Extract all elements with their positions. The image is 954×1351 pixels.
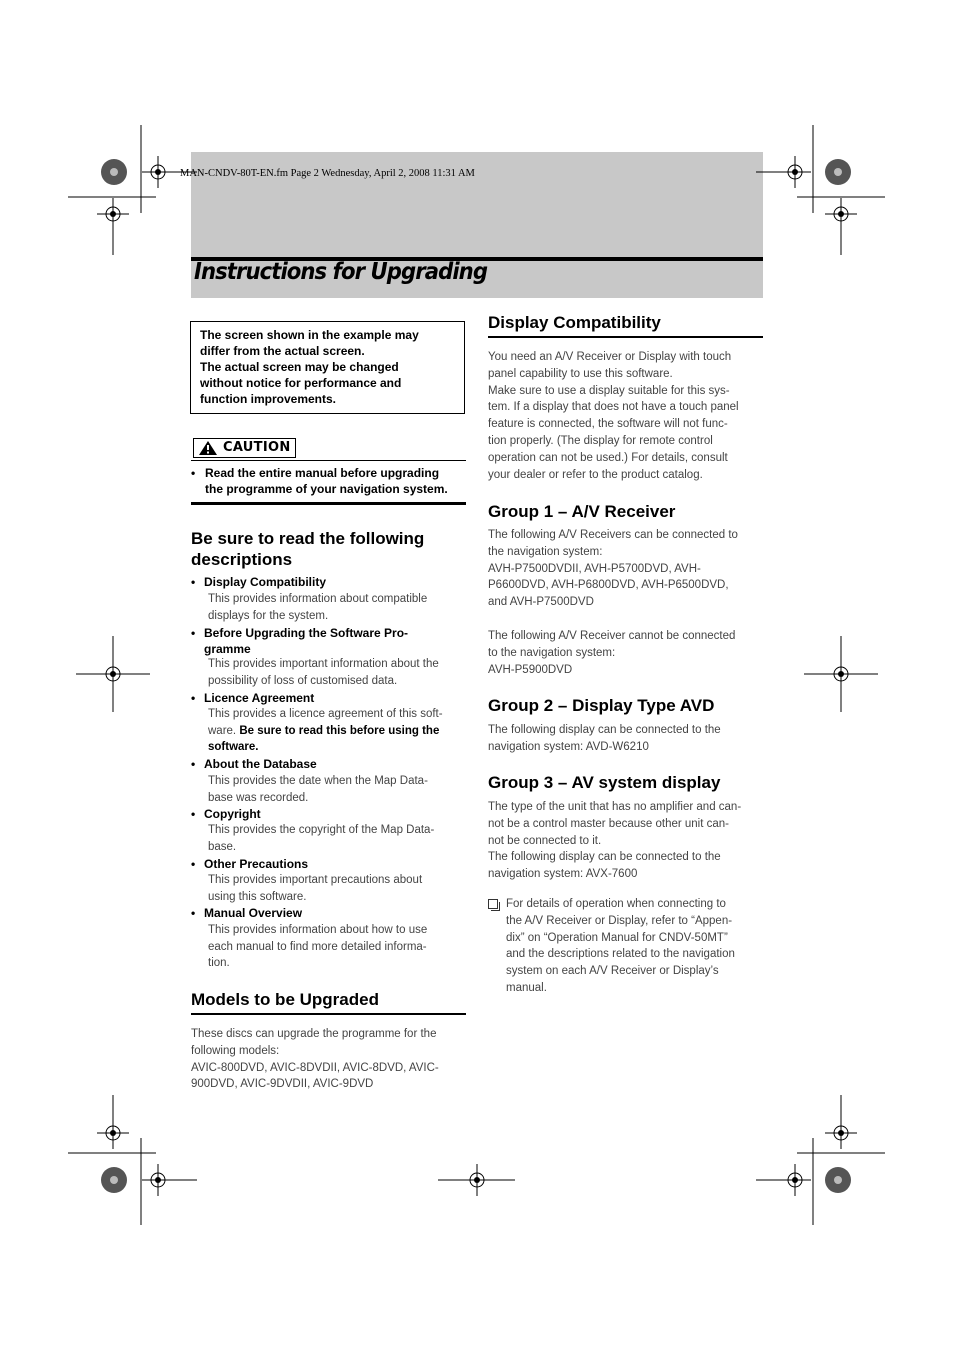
notice-line: The actual screen may be changed	[200, 360, 399, 374]
caution-line-1: Read the entire manual before upgrading	[205, 466, 440, 480]
list-item-desc: This provides the date when the Map Data- base was recorded.	[208, 775, 428, 804]
models-heading-rule	[191, 1013, 466, 1015]
models-heading: Models to be Upgraded	[191, 990, 379, 1009]
caution-label: CAUTION	[223, 440, 291, 455]
list-item-title: • Manual Overview	[191, 906, 303, 920]
notice-box	[190, 321, 465, 414]
display-heading: Display Compatibility	[488, 313, 661, 332]
list-item-title: • About the Database	[191, 757, 317, 771]
read-heading	[191, 528, 424, 570]
read-heading-line: descriptions	[191, 550, 293, 569]
caution-badge	[193, 438, 296, 458]
warning-triangle-icon	[199, 441, 217, 455]
list-item-title: • Other Precautions	[191, 857, 309, 871]
models-text: These discs can upgrade the programme for the following models: AVIC-800DVD, AVIC-8DVDII, AVIC-8DVD, AVIC- 900DVD, AVIC-9DVDII, AVIC-9DVD	[191, 1028, 439, 1091]
caution-bottom-rule	[191, 502, 466, 505]
list-item-title: • Licence Agreement	[191, 691, 315, 705]
list-item-desc: This provides information about how to use each manual to find more detailed informa- tion.	[208, 924, 428, 970]
list-item-desc: This provides important precautions about using this software.	[208, 874, 423, 903]
notice-line: The screen shown in the example may	[200, 328, 419, 342]
page-title: Instructions for Upgrading	[194, 259, 488, 285]
list-item-title: • Copyright	[191, 807, 261, 821]
notice-line: function improvements.	[200, 392, 337, 406]
list-item-desc: This provides important information about the possibility of loss of customised data.	[208, 658, 439, 687]
list-item-desc: This provides a licence agreement of this soft- ware. Be sure to read this before using the software.	[208, 708, 443, 754]
group3-text: The type of the unit that has no amplifier and can- not be a control master because other unit can- not be connected to it. The following display can be connected to the navigation system: AVX-7600	[488, 801, 742, 881]
display-text: You need an A/V Receiver or Display with touch panel capability to use this software. Make sure to use a display suitable for this sys- tem. If a display that does not have a touch panel feature is connected, the software will not func- tion properly. (The display for remote control operation can not be used.) For details, consult your dealer or refer to the product catalog.	[488, 351, 739, 481]
caution-text	[191, 465, 469, 497]
caution-top-rule	[191, 460, 466, 461]
list-item-title: • Display Compatibility	[191, 575, 327, 589]
bullet: •	[191, 466, 196, 480]
caution-line-2: the programme of your navigation system.	[205, 482, 448, 496]
display-heading-rule	[488, 336, 763, 338]
list-item-desc: This provides the copyright of the Map Data- base.	[208, 824, 435, 853]
group2-heading: Group 2 – Display Type AVD	[488, 696, 715, 715]
note-box-icon	[488, 899, 498, 909]
group1-text: The following A/V Receivers can be connected to the navigation system: AVH-P7500DVDII, AVH-P5700DVD, AVH- P6600DVD, AVH-P6800DVD, AVH-P6500DVD, and AVH-P7500DVD	[488, 529, 738, 609]
notice-line: differ from the actual screen.	[200, 344, 365, 358]
list-item-title: • Before Upgrading the Software Pro- gramme	[191, 626, 409, 656]
notice-line: without notice for performance and	[200, 376, 402, 390]
group1-heading: Group 1 – A/V Receiver	[488, 502, 676, 521]
list-item-desc: This provides information about compatible displays for the system.	[208, 593, 428, 622]
group1-text-2: The following A/V Receiver cannot be connected to the navigation system: AVH-P5900DVD	[488, 630, 736, 676]
group3-heading: Group 3 – AV system display	[488, 773, 721, 792]
note-text: For details of operation when connecting to the A/V Receiver or Display, refer to “Appen- dix” on “Operation Manual for CNDV-50MT” and the descriptions related to the navigation system on each A/V Receiver or Display’s manual.	[506, 898, 735, 994]
read-heading-line: Be sure to read the following	[191, 529, 425, 548]
file-info: MAN-CNDV-80T-EN.fm Page 2 Wednesday, April 2, 2008 11:31 AM	[180, 168, 475, 179]
group2-text: The following display can be connected to the navigation system: AVD-W6210	[488, 724, 721, 753]
